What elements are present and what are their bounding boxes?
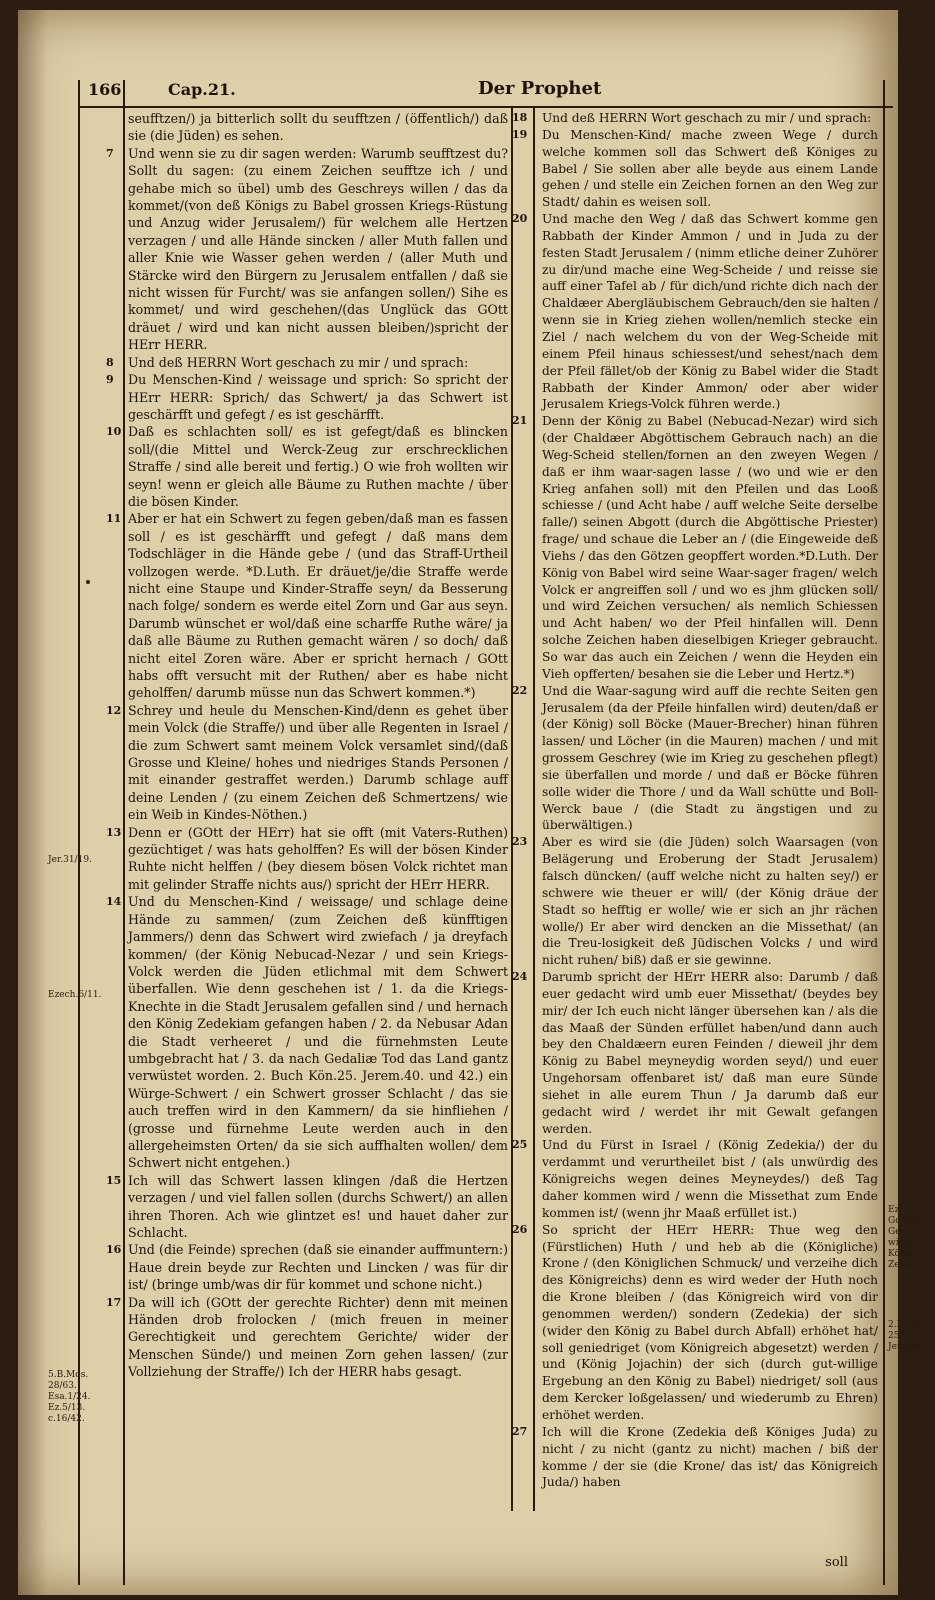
verse-paragraph: [106, 510, 508, 701]
verse-number: 22: [512, 683, 528, 697]
verse-text: Da will ich (GOtt der gerechte Richter) denn mit meinen Händen drob frolocken / (mich freuen in meiner Gerechtigkeit und gerechtem Gerichte/ wider der Menschen Sünde/) und meinen Zorn gehen lassen/ (zur Vollziehung der Straffe/) Ich der HERR habs gesagt.: [128, 1294, 508, 1380]
verse-text: Ich will das Schwert lassen klingen /daß die Hertzen verzagen / und viel fallen sollen (durchs Schwert/) an allen ihren Thoren. Ach wie glintzet es! und hauet daher zur Schlacht.: [128, 1172, 508, 1240]
verse-paragraph: [128, 110, 508, 145]
running-title: Der Prophet: [478, 78, 602, 99]
center-rule-2: [533, 106, 535, 1511]
margin-note-jer: Jer.31/19.: [48, 855, 92, 865]
outer-margin-rule: [78, 80, 80, 1585]
verse-text: Du Menschen-Kind / weissage und sprich: So spricht der HErr HERR: Sprich/ das Schwert/ ja das Schwert ist geschärfft und gefegt / es ist geschärfft.: [128, 372, 508, 422]
verse-paragraph: [106, 1172, 508, 1242]
page-number: 166: [88, 80, 122, 99]
margin-note-ezech: Ezech.6/11.: [48, 990, 102, 1000]
margin-note-kon: 2.B.Kön. 25/6. Jer.39/6.7.: [888, 1320, 935, 1352]
margin-note-gericht: Ez. Gottes Gericht wider König Zedekiam: [888, 1205, 933, 1270]
verse-paragraph: [106, 893, 508, 1172]
margin-dot: [86, 580, 90, 584]
verse-paragraph: [106, 702, 508, 824]
verse-paragraph: [106, 824, 508, 894]
verse-number: 13: [106, 825, 122, 839]
verse-number: 25: [512, 1138, 528, 1152]
verse-text: Ich will die Krone (Zedekia deß Königes Juda) zu nicht / zu nicht (gantz zu nicht) machen / biß der komme / der sie (die Krone/ das ist/ das Königreich Juda/) haben: [542, 1424, 878, 1490]
chapter-label: Cap.21.: [168, 80, 236, 99]
left-text-column: [106, 110, 508, 1381]
verse-number: 12: [106, 703, 122, 717]
verse-number: 21: [512, 414, 528, 428]
verse-number: 24: [512, 970, 528, 984]
verse-number: 19: [512, 127, 528, 141]
verse-number: 27: [512, 1424, 528, 1438]
verse-number: 20: [512, 212, 528, 226]
verse-paragraph: [512, 1137, 878, 1221]
verse-text: Und deß HERRN Wort geschach zu mir / und sprach:: [128, 354, 469, 370]
verse-paragraph: [512, 110, 878, 127]
verse-paragraph: [106, 1294, 508, 1381]
left-margin-rule: [123, 80, 125, 1585]
verse-text: Und deß HERRN Wort geschach zu mir / und sprach:: [542, 111, 872, 125]
verse-paragraph: [512, 969, 878, 1137]
catchword: soll: [825, 1555, 848, 1570]
right-text-column: [512, 110, 878, 1491]
verse-number: 17: [106, 1295, 122, 1309]
verse-number: 15: [106, 1173, 122, 1187]
verse-text: So spricht der HErr HERR: Thue weg den (Fürstlichen) Huth / und heb ab die (Königliche) Krone / (den Königlichen Schmuck/ und verzeihe dich des Königreichs) denn es wird weder der Huth noch die Krone bleiben / (das Königreich wird von dir genommen werden/) sondern (Zedekia) der sich (wider den König zu Babel durch Abfall) erhöhet hat/ soll geniedriget (vom Königreich abgesetzt) werden / und (König Jojachin) der sich (durch gut-willige Ergebung an den König zu Babel) niedriget/ soll (aus dem Kercker loßgelassen/ und wiederumb zu Ehren) erhöhet werden.: [542, 1222, 878, 1422]
verse-text: Und du Menschen-Kind / weissage/ und schlage deine Hände zu sammen/ (zum Zeichen deß künfftigen Jammers/) denn das Schwert wird zwiefach / ja dreyfach kommen/ (der König Nebucad-Nezar / und sein Kriegs-Volck werden die Jüden etlichmal mit dem Schwert überfallen. Wie denn geschehen ist / 1. da die Kriegs-Knechte in die Stadt Jerusalem gefallen sind / und hernach den König Zedekiam gefangen haben / 2. da Nebusar Adan die Stadt verheeret / und die fürnehmsten Leute umbgebracht hat / 3. da nach Gedaliæ Tod das Land gantz verwüstet worden. 2. Buch Kön.25. Jerem.40. und 42.) ein Würge-Schwert / ein Schwert grosser Schlacht / das sie auch treffen wird in den Kammern/ da sie hinfliehen / (grosse und fürnehme Leute werden auch in den allergeheimsten Orten/ da sie sich auffhalten wollen/ dem Schwert nicht entgehen.): [128, 894, 508, 1171]
verse-text: Denn der König zu Babel (Nebucad-Nezar) wird sich (der Chaldæer Abgöttischem Gebrauch nach) an die Weg-Scheid stellen/fornen an den zweyen Wegen / daß er ihm waar-sagen lasse / (wo und wie er den Krieg anfahen soll) mit den Pfeilen und das Looß schiesse / (und Acht habe / auff welche Seite derselbe falle/) seinen Abgott (durch die Abgöttische Priester) frage/ und schaue die Leber an / (die Eingeweide deß Viehs / das den Götzen geopffert worden.*D.Luth. Der König von Babel wird seine Waar-sager fragen/ welch Volck er angreiffen soll / und wo es jhm glücken soll/ und wird Zeichen versuchen/ als nemlich Schiessen und Acht haben/ wo der Pfeil hinfallen will. Denn solche Zeichen haben dieselbigen Krieger gebraucht. So war das auch ein Zeichen / wenn die Heyden ein Vieh opfferten/ besahen sie die Leber und Hertz.*): [542, 414, 878, 681]
verse-number: 9: [106, 373, 114, 387]
verse-text: Aber es wird sie (die Jüden) solch Waarsagen (von Belägerung und Eroberung der Stadt Jerusalem) falsch düncken/ (auff welche nicht zu halten sey/) er schwere wie theuer er will/ (der König dräue der Stadt so hefftig er wolle/ wie er sich an jhr rächen wolle/) Er aber wird dencken an die Missethat/ (an die Treu-losigkeit deß Jüdischen Volcks / und wird nicht ruhen/ biß) daß er sie gewinne.: [542, 835, 878, 968]
verse-text: Du Menschen-Kind/ mache zween Wege / durch welche kommen soll das Schwert deß Königes zu Babel / Sie sollen aber alle beyde aus einem Lande gehen / und stelle ein Zeichen fornen an den Weg zur Stadt/ dahin es weisen soll.: [542, 127, 878, 210]
verse-number: 16: [106, 1243, 122, 1257]
verse-paragraph: [512, 1424, 878, 1491]
verse-number: 10: [106, 425, 122, 439]
verse-number: 23: [512, 835, 528, 849]
verse-paragraph: [512, 211, 878, 413]
verse-paragraph: [512, 834, 878, 969]
verse-text: Und mache den Weg / daß das Schwert komme gen Rabbath der Kinder Ammon / und in Juda zu der festen Stadt Jerusalem / (nimm etliche deiner Zuhörer zu dir/und mache eine Weg-Scheide / und reisse sie auff einer Tafel ab / für dich/und richte dich nach der Chaldæer Abergläubischem Gebrauch/den sie halten / wenn sie in Krieg ziehen wollen/nemlich stecke ein Ziel / nach welchem du von der Weg-Scheide mit einem Pfeil hinaus schiessest/und sehest/nach dem der Pfeil fället/ob der König zu Babel wider die Stadt Rabbath der Kinder Ammon/ oder aber wider Jerusalem Kriegs-Volck führen werde.): [542, 212, 878, 412]
verse-number: 18: [512, 111, 528, 124]
page-header: [58, 80, 878, 108]
header-rule: [78, 106, 893, 108]
right-margin-rule: [883, 80, 885, 1585]
verse-text: Darumb spricht der HErr HERR also: Darumb / daß euer gedacht wird umb euer Missethat/ (beydes bey mir/ der Ich euch nicht länger übersehen kan / als die das Maaß der Sünden erfüllet haben/und dann auch bey den Chaldæern euren Feinden / dieweil jhr dem König zu Babel meyneydig worden seyd/) und euer Ungehorsam offenbaret ist/ daß man eure Sünde siehet in alle eurem Thun / Ja darumb daß eur gedacht wird / werdet ihr mit Gewalt gefangen werden.: [542, 970, 878, 1136]
book-page: [18, 10, 935, 1595]
verse-text: Und wenn sie zu dir sagen werden: Warumb seufftzest du? Sollt du sagen: (zu einem Zeichen seufftze ich / und gehabe mich so übel) umb des Geschreys willen / das da kommet/(von deß Königs zu Babel grossen Kriegs-Rüstung und Anzug wider Jerusalem/) für welchem alle Hertzen verzagen / und alle Hände sincken / aller Muth fallen und aller Knie wie Wasser gehen werden / (aller Muth und Stärcke wird den Bürgern zu Jerusalem entfallen / daß sie nicht wissen für Furcht/ was sie anfangen sollen/) Sihe es kommet/ und wird geschehen/(das Unglück das GOtt dräuet / wird und kan nicht aussen bleiben/)spricht der HErr HERR.: [128, 145, 508, 353]
verse-number: 26: [512, 1222, 528, 1236]
verse-text: Schrey und heule du Menschen-Kind/denn es gehet über mein Volck (die Straffe/) und über alle Regenten in Israel / die zum Schwert samt meinem Volck versamlet sind/(daß Grosse und Kleine/ hohes und niedriges Stands Personen / mit einander gestraffet werden.) Darumb schlage auff deine Lenden / (zu einem Zeichen deß Schmertzens/ wie ein Weib in Kindes-Nöthen.): [128, 702, 508, 823]
gutter-shadow: [18, 10, 48, 1595]
verse-paragraph: [106, 1241, 508, 1293]
verse-paragraph: [512, 1222, 878, 1424]
verse-text: Und du Fürst in Israel / (König Zedekia/) der du verdammt und verurtheilet bist / (als unwürdig des Königreichs wegen deines Meyneydes/) deß Tag daher kommen wird / wenn die Missethat zum Ende kommen ist/ (wenn jhr Maaß erfüllet ist.): [542, 1138, 878, 1220]
verse-paragraph: [512, 127, 878, 211]
verse-text: Aber er hat ein Schwert zu fegen geben/daß man es fassen soll / es ist geschärfft und gefegt / daß mans dem Todschläger in die Hände gebe / (und das Straff-Urtheil vollzogen werde. *D.Luth. Er dräuet/je/die Straffe werde nicht eine Staupe und Kinder-Straffe seyn/ da Besserung nach folge/ sondern es werde eitel Zorn und Gar aus seyn. Darumb wünschet er wol/daß eine scharffe Ruthe wäre/ ja daß alle Bäume zu Ruthen gemacht wären / so doch/ daß nicht eitel Zoren wäre. Aber er spricht hernach / GOtt habs offt versucht mit der Ruthen/ aber es habe nicht geholffen/ darumb müsse nun das Schwert kommen.*): [128, 511, 508, 701]
verse-text: seufftzen/) ja bitterlich sollt du seufftzen / (öffentlich/) daß sie (die Jüden) es sehen.: [128, 111, 508, 144]
verse-paragraph: [512, 413, 878, 683]
verse-text: Daß es schlachten soll/ es ist gefegt/daß es blincken soll/(die Mittel und Werck-Zeug zur erschrecklichen Straffe / sind alle bereit und fertig.) O wie froh wollten wir seyn! wenn er gleich alle Bäume zu Ruthen machte / über die bösen Kinder.: [128, 424, 508, 509]
verse-paragraph: [512, 683, 878, 835]
verse-number: 7: [106, 146, 114, 160]
verse-text: Denn er (GOtt der HErr) hat sie offt (mit Vaters-Ruthen) gezüchtiget / was hats geholffen? Es will der bösen Kinder Ruhte nicht helffen / (bey diesem bösen Volck richtet man mit gelinder Straffe nichts aus/) spricht der HErr HERR.: [128, 824, 508, 892]
verse-paragraph: [106, 145, 508, 354]
verse-text: Und die Waar-sagung wird auff die rechte Seiten gen Jerusalem (da der Pfeile hinfallen wird) deuten/daß er (der König) soll Böcke (Mauer-Brecher) hinan führen lassen/ und Löcher (in die Mauren) machen / und mit grossem Geschrey (wie im Krieg zu geschehen pflegt) sie überfallen und morde / und daß er Böcke führen solle wider die Thore / und da Wall schütte und Boll-Werck baue / (die Stadt zu ängstigen und zu überwältigen.): [542, 683, 878, 833]
verse-number: 8: [106, 355, 114, 369]
verse-paragraph: [106, 423, 508, 510]
verse-paragraph: [106, 371, 508, 423]
verse-text: Und (die Feinde) sprechen (daß sie einander auffmuntern:) Haue drein beyde zur Rechten und Lincken / was für dir ist/ (bringe umb/was dir für kommet und schone nicht.): [128, 1242, 508, 1293]
margin-note-mos: 5.B.Mos. 28/63. Esa.1/24. Ez.5/13. c.16/42.: [48, 1370, 91, 1424]
center-rule-1: [511, 106, 513, 1511]
verse-number: 11: [106, 512, 122, 526]
verse-paragraph: [106, 354, 508, 371]
verse-number: 14: [106, 895, 122, 909]
